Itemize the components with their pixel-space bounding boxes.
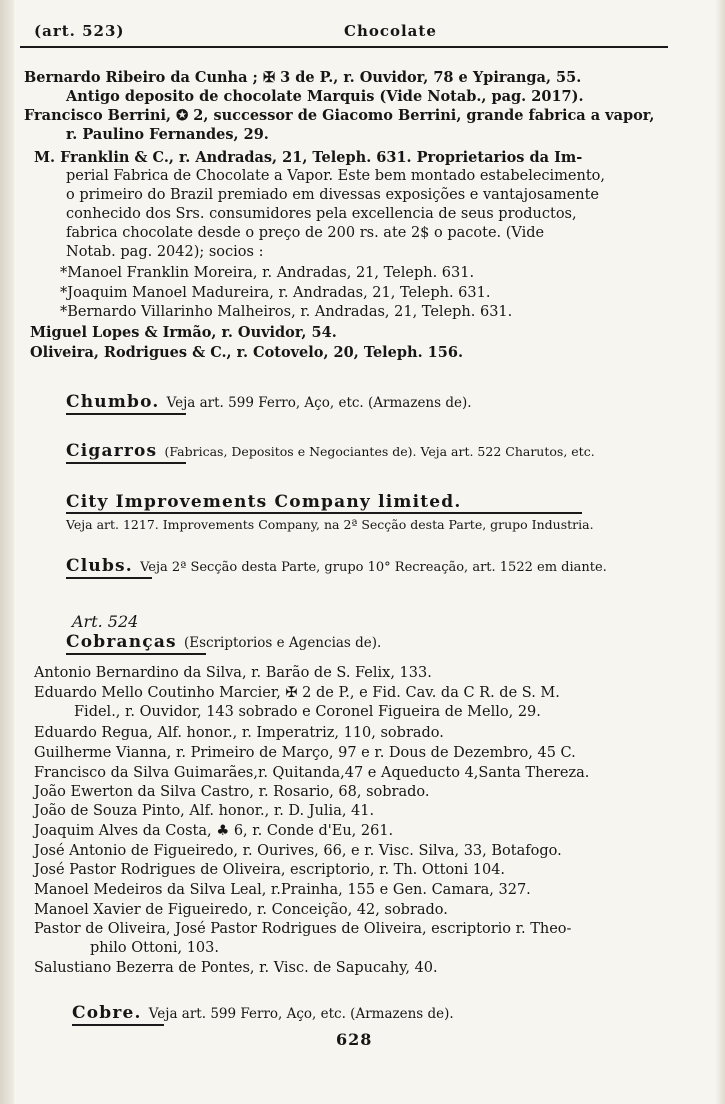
section-chumbo [66,392,472,412]
section-city-improvements: City Improvements Company limited. [66,492,462,512]
entry-line: o primeiro do Brazil premiado em divessas exposições e vantajosamente [66,187,600,203]
entry-line: fabrica chocolate desde o preço de 200 rs. ate 2$ o pacote. (Vide [66,225,545,241]
entry-line: Antonio Bernardino da Silva, r. Barão de S. Felix, 133. [34,665,432,681]
entry-line: Pastor de Oliveira, José Pastor Rodrigues de Oliveira, escriptorio r. Theo- [34,921,572,937]
entry-line: Manoel Medeiros da Silva Leal, r.Prainha, 155 e Gen. Camara, 327. [34,882,531,898]
entry-line: Guilherme Vianna, r. Primeiro de Março, 97 e r. Dous de Dezembro, 45 C. [34,745,576,761]
section-cobrancas [66,632,381,652]
section-note: (Fabricas, Depositos e Negociantes de). Veja art. 522 Charutos, etc. [164,444,595,459]
entry-line: Notab. pag. 2042); socios : [66,244,264,260]
entry-line: philo Ottoni, 103. [90,940,219,956]
section-cobre [72,1003,454,1023]
section-title: Clubs. [66,556,133,576]
section-title: Cobranças [66,632,177,652]
entry-line: *Joaquim Manoel Madureira, r. Andradas, 21, Teleph. 631. [60,285,491,301]
entry-line: Eduardo Mello Coutinho Marcier, ✠ 2 de P., e Fid. Cav. da C R. de S. M. [34,685,560,701]
section-title: Cobre. [72,1003,142,1023]
section-title: Cigarros [66,441,158,461]
entry-line: Antigo deposito de chocolate Marquis (Vide Notab., pag. 2017). [66,88,584,105]
entry-line: Joaquim Alves da Costa, ♣ 6, r. Conde d'Eu, 261. [34,823,394,839]
page-binding-edge [0,0,14,1104]
entry-line: M. Franklin & C., r. Andradas, 21, Teleph. 631. Proprietarios da Im- [34,149,583,166]
header-article: (art. 523) [34,22,125,40]
section-note: Veja art. 599 Ferro, Aço, etc. (Armazens de). [166,395,472,411]
section-note: Veja art. 1217. Improvements Company, na 2ª Secção desta Parte, grupo Industria. [66,517,594,532]
header-title: Chocolate [344,22,437,40]
entry-line: José Pastor Rodrigues de Oliveira, escriptorio, r. Th. Ottoni 104. [34,862,506,878]
entry-line: José Antonio de Figueiredo, r. Ourives, 66, e r. Visc. Silva, 33, Botafogo. [34,843,562,859]
section-note: Veja art. 599 Ferro, Aço, etc. (Armazens de). [148,1006,454,1022]
entry-line: *Manoel Franklin Moreira, r. Andradas, 21, Teleph. 631. [60,265,475,281]
entry-line: Fidel., r. Ouvidor, 143 sobrado e Coronel Figueira de Mello, 29. [74,704,541,720]
article-number: Art. 524 [72,612,139,631]
section-underline [72,1024,164,1026]
entry-line: Francisco da Silva Guimarães,r. Quitanda,47 e Aqueducto 4,Santa Thereza. [34,765,590,781]
section-cigarros [66,441,595,461]
entry-line: Miguel Lopes & Irmão, r. Ouvidor, 54. [30,324,337,341]
entry-line: Oliveira, Rodrigues & C., r. Cotovelo, 20, Teleph. 156. [30,344,463,361]
entry-line: João Ewerton da Silva Castro, r. Rosario, 68, sobrado. [34,784,430,800]
entry-line: Eduardo Regua, Alf. honor., r. Imperatriz, 110, sobrado. [34,725,444,741]
header-rule [20,46,668,48]
section-underline [66,512,582,514]
page-number: 628 [336,1030,373,1049]
entry-line: Salustiano Bezerra de Pontes, r. Visc. de Sapucahy, 40. [34,960,438,976]
section-note: Veja 2ª Secção desta Parte, grupo 10° Recreação, art. 1522 em diante. [140,560,607,575]
entry-line: Bernardo Ribeiro da Cunha ; ✠ 3 de P., r. Ouvidor, 78 e Ypiranga, 55. [24,69,582,86]
entry-line: Manoel Xavier de Figueiredo, r. Conceição, 42, sobrado. [34,902,448,918]
entry-line: perial Fabrica de Chocolate a Vapor. Este bem montado estabelecimento, [66,168,606,184]
page-header [34,22,654,42]
entry-line: João de Souza Pinto, Alf. honor., r. D. Julia, 41. [34,803,375,819]
entry-line: conhecido dos Srs. consumidores pela excellencia de seus productos, [66,206,577,222]
entry-line: Francisco Berrini, ✪ 2, successor de Giacomo Berrini, grande fabrica a vapor, [24,107,655,124]
section-title: Chumbo. [66,392,160,412]
page-right-edge [715,0,725,1104]
section-underline [66,653,206,655]
entry-line: r. Paulino Fernandes, 29. [66,126,269,143]
section-underline [66,413,186,415]
section-note: (Escriptorios e Agencias de). [183,635,382,651]
section-underline [66,462,186,464]
section-underline [66,577,152,579]
entry-line: *Bernardo Villarinho Malheiros, r. Andradas, 21, Teleph. 631. [60,304,513,320]
section-clubs [66,556,607,576]
